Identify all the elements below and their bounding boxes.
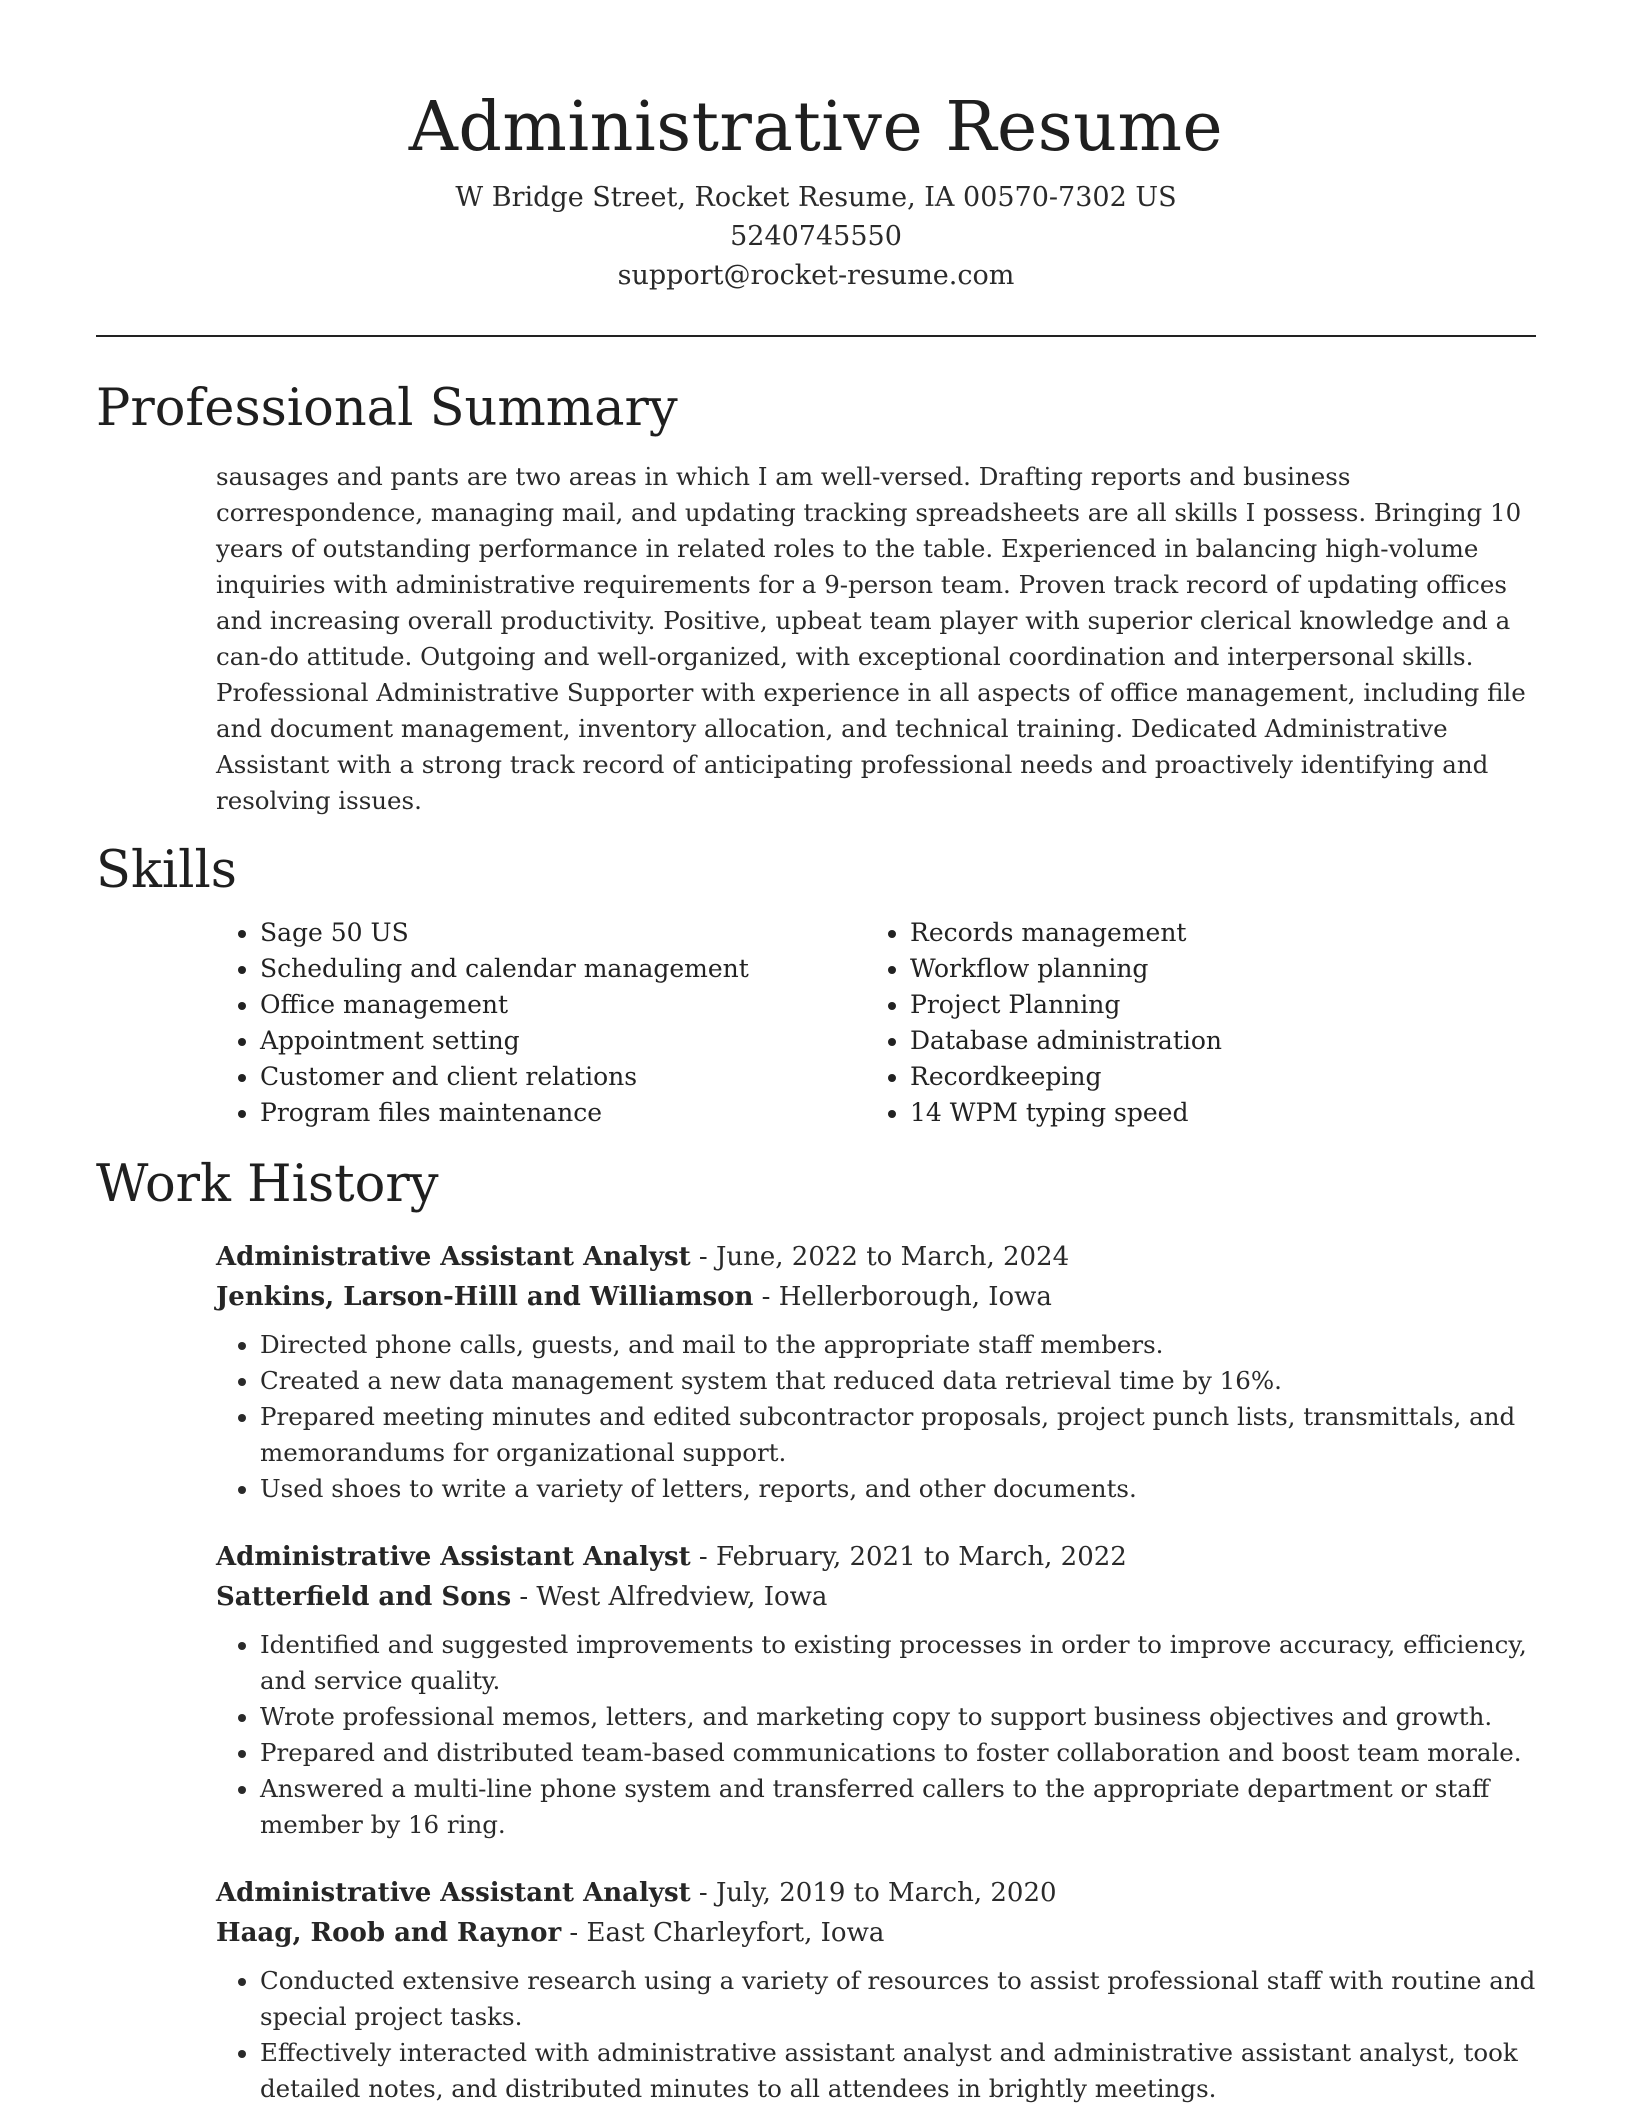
job-title: Administrative Assistant Analyst bbox=[216, 1242, 691, 1272]
skills-column-right bbox=[866, 915, 1470, 1131]
job-company: Haag, Roob and Raynor bbox=[216, 1918, 562, 1948]
job-company-line bbox=[216, 1577, 1536, 1617]
job-bullets bbox=[216, 1327, 1536, 1507]
skill-item: • Database administration bbox=[910, 1023, 1470, 1059]
work-history-heading: Work History bbox=[96, 1155, 439, 1214]
contact-email: support@rocket-resume.com bbox=[617, 260, 1015, 291]
contact-phone: 5240745550 bbox=[730, 221, 902, 252]
job-company-line bbox=[216, 1277, 1536, 1317]
skill-item: • Sage 50 US bbox=[260, 915, 866, 951]
job-bullet: • Conducted extensive research using a variety of resources to assist professional staff with routine and special project tasks. bbox=[260, 1963, 1536, 2035]
job-dates: - June, 2022 to March, 2024 bbox=[690, 1242, 1070, 1272]
job-bullet: • Directed phone calls, guests, and mail to the appropriate staff members. bbox=[260, 1327, 1536, 1363]
skill-item: • Project Planning bbox=[910, 987, 1470, 1023]
contact-block bbox=[0, 178, 1632, 295]
skill-item: • Workflow planning bbox=[910, 951, 1470, 987]
job-company: Jenkins, Larson-Hilll and Williamson bbox=[216, 1282, 754, 1312]
header-divider bbox=[96, 335, 1536, 337]
job-bullet: • Wrote professional memos, letters, and marketing copy to support business objectives and growth. bbox=[260, 1699, 1536, 1735]
job-location: - Hellerborough, Iowa bbox=[753, 1282, 1052, 1312]
skill-item: • Records management bbox=[910, 915, 1470, 951]
job-entry bbox=[216, 1873, 1536, 2107]
resume-title: Administrative Resume bbox=[408, 88, 1224, 167]
skill-item: • Recordkeeping bbox=[910, 1059, 1470, 1095]
skill-item: • Scheduling and calendar management bbox=[260, 951, 866, 987]
skill-item: • Appointment setting bbox=[260, 1023, 866, 1059]
job-bullet: • Prepared and distributed team-based communications to foster collaboration and boost team morale. bbox=[260, 1735, 1536, 1771]
skills-list bbox=[216, 915, 1536, 1131]
job-dates: - July, 2019 to March, 2020 bbox=[690, 1878, 1057, 1908]
contact-address: W Bridge Street, Rocket Resume, IA 00570-7302 US bbox=[455, 182, 1177, 213]
job-title: Administrative Assistant Analyst bbox=[216, 1878, 691, 1908]
job-bullet: • Effectively interacted with administrative assistant analyst and administrative assistant analyst, took detailed notes, and distributed minutes to all attendees in brightly meetings. bbox=[260, 2035, 1536, 2107]
job-company-line bbox=[216, 1913, 1536, 1953]
summary-heading: Professional Summary bbox=[96, 379, 678, 438]
job-company: Satterfield and Sons bbox=[216, 1582, 512, 1612]
skills-heading: Skills bbox=[96, 841, 237, 900]
job-title-line bbox=[216, 1537, 1536, 1577]
job-bullet: • Prepared meeting minutes and edited subcontractor proposals, project punch lists, transmittals, and memorandums for organizational support. bbox=[260, 1399, 1536, 1471]
job-entry bbox=[216, 1537, 1536, 1843]
job-bullets bbox=[216, 1963, 1536, 2107]
skill-item: • Customer and client relations bbox=[260, 1059, 866, 1095]
job-bullets bbox=[216, 1627, 1536, 1843]
job-location: - East Charleyfort, Iowa bbox=[561, 1918, 885, 1948]
skill-item: • 14 WPM typing speed bbox=[910, 1095, 1470, 1131]
job-dates: - February, 2021 to March, 2022 bbox=[690, 1542, 1127, 1572]
job-title-line bbox=[216, 1873, 1536, 1913]
job-location: - West Alfredview, Iowa bbox=[511, 1582, 828, 1612]
job-bullet: • Identified and suggested improvements to existing processes in order to improve accuracy, efficiency, and service quality. bbox=[260, 1627, 1536, 1699]
summary-text: sausages and pants are two areas in which I am well-versed. Drafting reports and business correspondence, managing mail, and updating tracking spreadsheets are all skills I possess. Bringing 10 years of outstanding performance in related roles to the table. Experienced in balancing high-volume inquiries with administrative requirements for a 9-person team. Proven track record of updating offices and increasing overall productivity. Positive, upbeat team player with superior clerical knowledge and a can-do attitude. Outgoing and well-organized, with exceptional coordination and interpersonal skills. Professional Administrative Supporter with experience in all aspects of office management, including file and document management, inventory allocation, and technical training. Dedicated Administrative Assistant with a strong track record of anticipating professional needs and proactively identifying and resolving issues. bbox=[216, 462, 1526, 815]
job-bullet: • Created a new data management system that reduced data retrieval time by 16%. bbox=[260, 1363, 1536, 1399]
job-title: Administrative Assistant Analyst bbox=[216, 1542, 691, 1572]
resume-header bbox=[0, 0, 1632, 295]
skill-item: • Office management bbox=[260, 987, 866, 1023]
skills-column-left bbox=[216, 915, 866, 1131]
job-bullet: • Answered a multi-line phone system and transferred callers to the appropriate department or staff member by 16 ring. bbox=[260, 1771, 1536, 1843]
job-title-line bbox=[216, 1237, 1536, 1277]
skill-item: • Program files maintenance bbox=[260, 1095, 866, 1131]
job-bullet: • Used shoes to write a variety of letters, reports, and other documents. bbox=[260, 1471, 1536, 1507]
job-entry bbox=[216, 1237, 1536, 1507]
